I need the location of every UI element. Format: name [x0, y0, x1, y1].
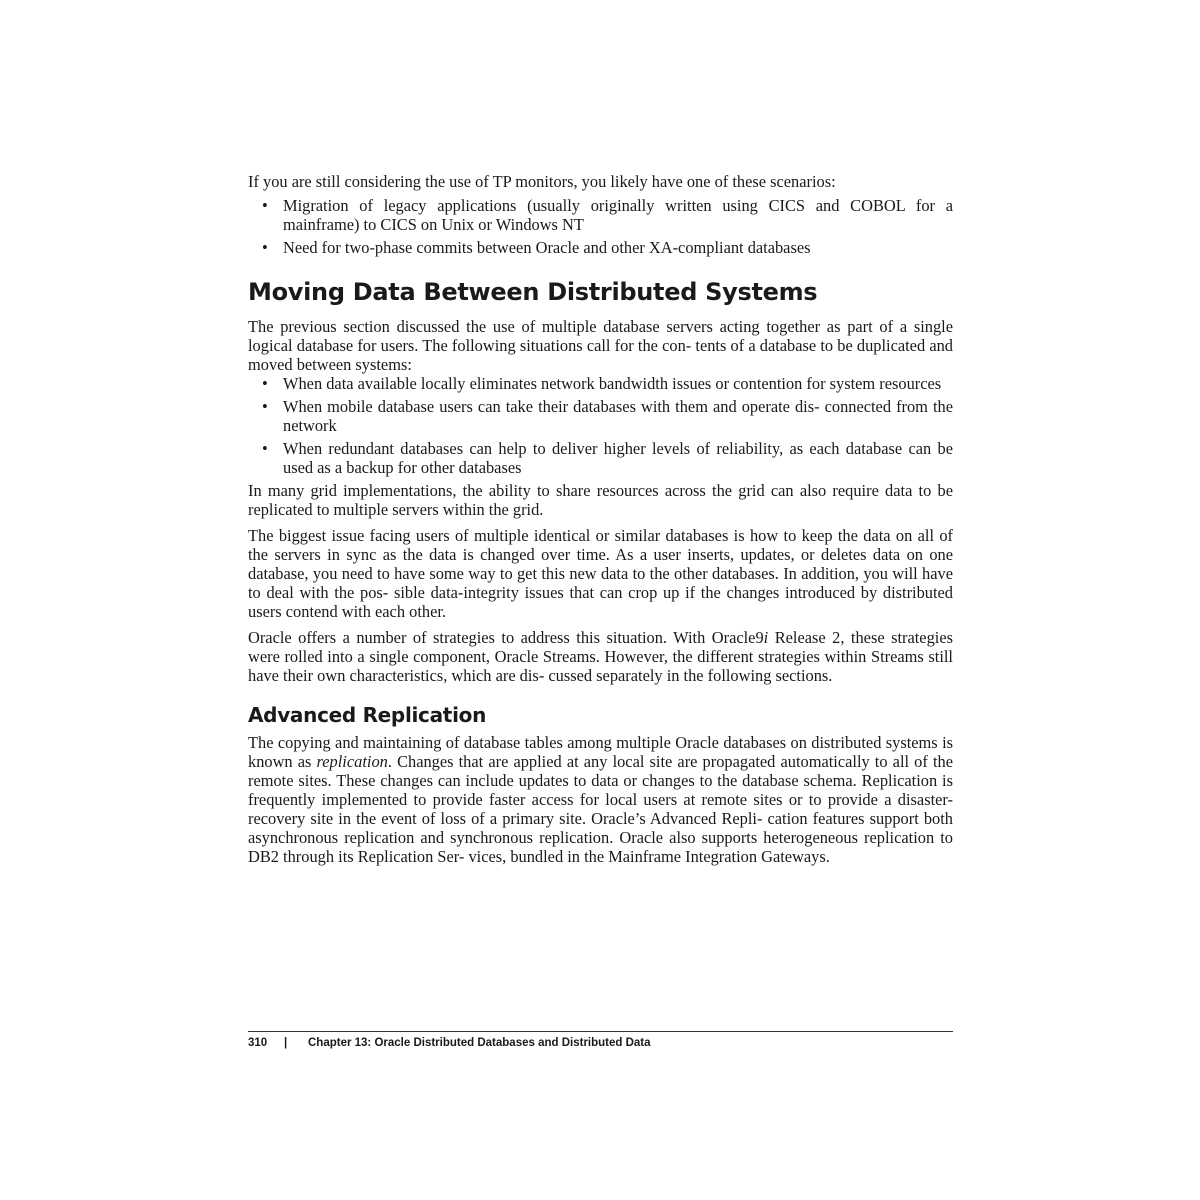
- subsection-heading: Advanced Replication: [248, 703, 487, 727]
- strategies-paragraph: [248, 628, 953, 685]
- strategies-italic: i: [763, 628, 769, 647]
- footer-rule: [248, 1031, 953, 1032]
- bullet-icon: •: [262, 196, 268, 215]
- replication-paragraph: [248, 733, 953, 866]
- scenario-text: Migration of legacy applications (usually originally written using CICS and COBOL for a mainframe) to CICS on Unix or Windows NT: [283, 196, 953, 234]
- situation-item: [248, 374, 953, 393]
- bullet-icon: •: [262, 238, 268, 257]
- page-number: 310: [248, 1037, 268, 1049]
- issue-paragraph: The biggest issue facing users of multiple identical or similar databases is how to keep the data on all of the servers in sync as the data is changed over time. As a user inserts, updates, or deletes data on one database, you need to have some way to get this new data to the other databases. In addition, you will have to deal with the pos- sible data-integrity issues that can crop up if the changes introduced by distributed users contend with each other.: [248, 526, 953, 621]
- situation-item: [248, 397, 953, 435]
- scenario-item: [248, 238, 953, 257]
- page-footer: [248, 1035, 953, 1051]
- strategies-text-1: Oracle offers a number of strategies to address this situation. With Oracle9: [248, 628, 764, 647]
- footer-separator: |: [284, 1037, 288, 1049]
- scenario-list: [248, 196, 953, 257]
- replication-italic: replication: [316, 752, 388, 771]
- situation-text: When mobile database users can take their databases with them and operate dis- connected from the network: [283, 397, 953, 435]
- bullet-icon: •: [262, 439, 268, 458]
- replication-text-2: . Changes that are applied at any local site are propagated automatically to all of the remote sites. These changes can include updates to data or changes to the database schema. Replication is frequently implemented to provide faster access for local users at remote sites or to provide a disaster-recovery site in the event of loss of a primary site. Oracle’s Advanced Repli- cation features support both asynchronous replication and synchronous replication. Oracle also supports heterogeneous replication to DB2 through its Replication Ser- vices, bundled in the Mainframe Integration Gateways.: [248, 752, 953, 866]
- grid-paragraph: In many grid implementations, the ability to share resources across the grid can also require data to be replicated to multiple servers within the grid.: [248, 481, 953, 519]
- situation-text: When data available locally eliminates network bandwidth issues or contention for system resources: [283, 374, 942, 393]
- section-intro-paragraph: The previous section discussed the use of multiple database servers acting together as part of a single logical database for users. The following situations call for the con- tents of a database to be duplicated and moved between systems:: [248, 317, 953, 374]
- situation-item: [248, 439, 953, 477]
- scenario-item: [248, 196, 953, 234]
- situation-text: When redundant databases can help to deliver higher levels of reliability, as each database can be used as a backup for other databases: [283, 439, 953, 477]
- bullet-icon: •: [262, 397, 268, 416]
- strategies-text-2: Release 2, these strategies were rolled into a single component, Oracle Streams. However, the different strategies within Streams still have their own characteristics, which are dis- cussed separately in the following sections.: [248, 628, 953, 685]
- chapter-title: Chapter 13: Oracle Distributed Databases and Distributed Data: [308, 1037, 651, 1049]
- section-heading: Moving Data Between Distributed Systems: [248, 278, 818, 306]
- bullet-icon: •: [262, 374, 268, 393]
- page-body: [248, 172, 953, 866]
- scenario-text: Need for two-phase commits between Oracle and other XA-compliant databases: [283, 238, 811, 257]
- situation-list: [248, 374, 953, 477]
- intro-paragraph: If you are still considering the use of TP monitors, you likely have one of these scenarios:: [248, 172, 836, 191]
- replication-text-1: The copying and maintaining of database tables among multiple Oracle databases on distributed systems is known as: [248, 733, 953, 771]
